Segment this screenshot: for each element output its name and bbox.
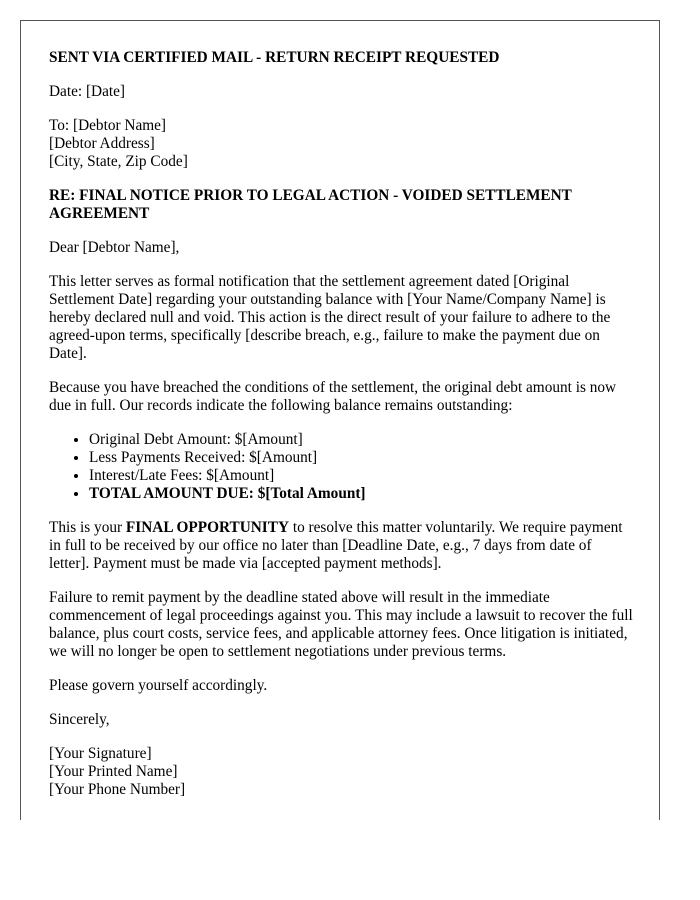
printed-name-line: [Your Printed Name]: [49, 763, 178, 780]
paragraph-breach: Because you have breached the conditions of the settlement, the original debt amount is now due in full. Our records indicate the following balance remains outstanding:: [49, 379, 617, 414]
subject-line: RE: FINAL NOTICE PRIOR TO LEGAL ACTION - VOIDED SETTLEMENT AGREEMENT: [49, 187, 572, 222]
salutation: Dear [Debtor Name],: [49, 239, 180, 256]
final-opportunity-rest: to resolve this matter voluntarily. We require payment in full to be received by our office no later than [Deadline Date, e.g., 7 days from date of letter]. Payment must be made via [accepted payment methods].: [49, 519, 623, 572]
mail-header: SENT VIA CERTIFIED MAIL - RETURN RECEIPT REQUESTED: [49, 49, 500, 66]
final-opportunity-emphasis: FINAL OPPORTUNITY: [125, 519, 289, 536]
list-item-total-due: • TOTAL AMOUNT DUE: $[Total Amount]: [89, 485, 633, 503]
balance-list: [49, 431, 633, 503]
list-item-payments-received: • Less Payments Received: $[Amount]: [89, 449, 633, 467]
letter-page: [20, 20, 660, 820]
recipient-city: [City, State, Zip Code]: [49, 153, 188, 170]
closing-remark: Please govern yourself accordingly.: [49, 677, 268, 694]
paragraph-notification: This letter serves as formal notification that the settlement agreement dated [Original Settlement Date] regarding your outstanding balance with [Your Name/Company Name] is hereby declared null and void. This action is the direct result of your failure to adhere to the agreed-upon terms, specifically [describe breach, e.g., failure to make the payment due on Date].: [49, 273, 611, 362]
sign-off: Sincerely,: [49, 711, 110, 728]
recipient-address: [Debtor Address]: [49, 135, 155, 152]
signature-block: [49, 745, 633, 799]
final-opportunity-lead: This is your: [49, 519, 126, 536]
paragraph-legal-action: Failure to remit payment by the deadline stated above will result in the immediate commencement of legal proceedings against you. This may include a lawsuit to recover the full balance, plus court costs, service fees, and applicable attorney fees. Once litigation is initiated, we will no longer be open to settlement negotiations under previous terms.: [49, 589, 633, 660]
date-line: Date: [Date]: [49, 83, 126, 100]
paragraph-final-opportunity: [49, 519, 633, 573]
list-item-interest-fees: • Interest/Late Fees: $[Amount]: [89, 467, 633, 485]
signature-line: [Your Signature]: [49, 745, 152, 762]
recipient-block: [49, 117, 633, 171]
recipient-name: To: [Debtor Name]: [49, 117, 167, 134]
list-item-original-debt: • Original Debt Amount: $[Amount]: [89, 431, 633, 449]
phone-number-line: [Your Phone Number]: [49, 781, 186, 798]
letter-body: [49, 49, 633, 815]
